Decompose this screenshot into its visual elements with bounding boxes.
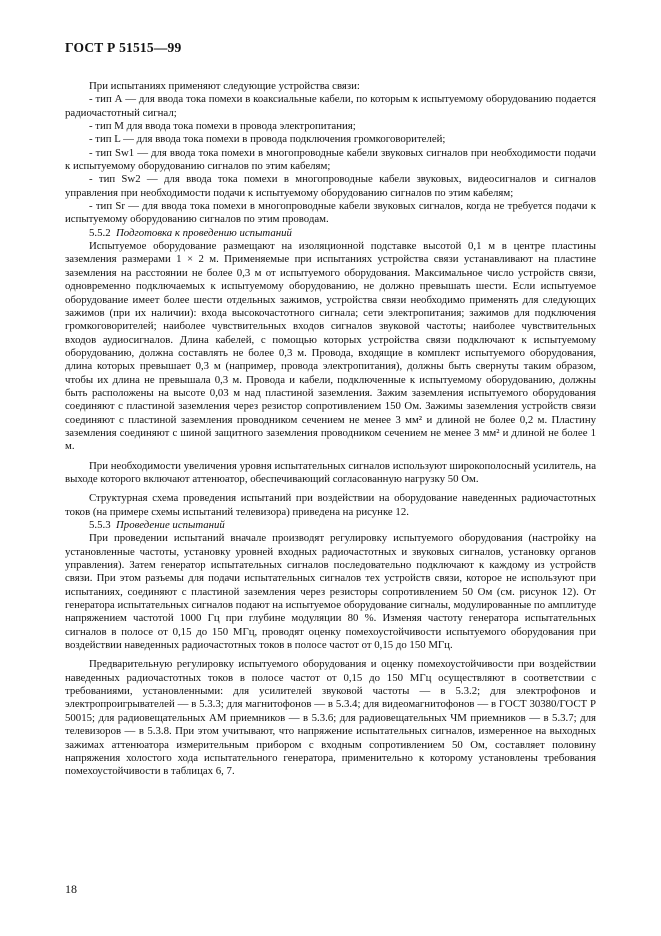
list-item-type-sw2: - тип Sw2 — для ввода тока помехи в многопроводные кабели звуковых, видеосигналов и сигналов управления при необходимости подачи к испытуемому оборудованию сигналов по этим кабелям; — [65, 173, 596, 199]
page-number: 18 — [65, 882, 77, 896]
section-number: 5.5.2 — [89, 226, 111, 239]
section-number: 5.5.3 — [89, 519, 111, 531]
list-item-type-sr: - тип Sr — для ввода тока помехи в многопроводные кабели звуковых сигналов, когда не требуется подачи к испытуемому оборудованию сигналов по этим проводам. — [65, 200, 596, 226]
paragraph: При испытаниях применяют следующие устройства связи: — [89, 80, 360, 92]
section-heading-552 — [65, 227, 596, 240]
paragraph: Структурная схема проведения испытаний при воздействии на оборудование наведенных радиочастотных токов (на примере схемы испытаний телевизора) приведена на рисунке 12. — [65, 492, 596, 518]
section-heading-553 — [65, 519, 596, 532]
list-item-type-sw1: - тип Sw1 — для ввода тока помехи в многопроводные кабели звуковых сигналов при необходимости подачи к испытуемому оборудованию сигналов по этим кабелям; — [65, 146, 596, 173]
list-item-type-l: - тип L — для ввода тока помехи в провода подключения громкоговорителей; — [89, 133, 446, 146]
paragraph: Предварительную регулировку испытуемого оборудования и оценку помехоустойчивости при воздействии наведенных радиочастотных токов в полосе частот от 0,15 до 150 МГц осуществляют в соответствии с требованиями, установленными: для усилителей звуковой частоты — в 5.3.2; для электрофонов и электропроигрывателей — в 5.3.3; для магнитофонов — в 5.3.4; для видеомагнитофонов — в ГОСТ 30380/ГОСТ Р 50015; для радиовещательных АМ приемников — в 5.3.6; для радиовещательных ЧМ приемников — в 5.3.7; для телевизоров — в 5.3.8. При этом учитывают, что напряжение испытательных сигналов, измеренное на выходных зажимах аттенюатора измерительным прибором с входным сопротивлением 50 Ом, составляет половину напряжения холостого хода испытательного генератора, применительно к которому установлены требования помехоустойчивости в таблицах 6, 7. — [65, 658, 596, 778]
section-title: Проведение испытаний — [116, 519, 225, 531]
paragraph: При проведении испытаний вначале производят регулировку испытуемого оборудования (настройку на установленные частоты, установку уровней входных радиочастотных и звуковых сигналов, установку органов управления). Затем генератор испытательных сигналов последовательно подключают к каждому из устройств связи. При этом разъемы для подачи испытательных сигналов тех устройств связи, которое не используют при испытаниях, соединяют с пластиной заземления через резисторы сопротивлением 50 Ом (см. рисунок 12). От генератора испытательных сигналов подают на испытуемое оборудование сигналы, модулированные по амплитуде напряжением частотой 1000 Гц при глубине модуляции 80 %. Изменяя частоту генератора испытательных сигналов в полосе от 0,15 до 150 МГц, проводят оценку помехоустойчивости испытуемого оборудования при воздействии наведенных радиочастотных токов в полосе частот от 0,15 до 150 МГц. — [65, 532, 596, 652]
list-item-type-a: - тип А — для ввода тока помехи в коаксиальные кабели, по которым к испытуемому оборудованию подается радиочастотный сигнал; — [65, 93, 596, 119]
document-body — [65, 80, 596, 779]
paragraph: Испытуемое оборудование размещают на изоляционной подставке высотой 0,1 м в центре пластины заземления размерами 1 × 2 м. Применяемые при испытаниях устройства связи устанавливают на пластине заземления на расстоянии не более 0,3 м от испытуемого оборудования. Максимальное число устройств связи, одновременно подключаемых к испытуемому оборудованию, не должно превышать шести. Если испытуемое оборудование имеет более шести отдельных зажимов, устройства связи необходимо применять для следующих зажимов (при их наличии): входа высокочастотного сигнала; сети электропитания; зажимов для подключения громкоговорителей; наиболее чувствительных входов сигналов звуковой частоты; наиболее чувствительных входов аудиосигналов. Длина кабелей, с помощью которых устройства связи подключают к испытуемому оборудованию, должна составлять не более 0,3 м. Провода, входящие в комплект испытуемого оборудования, длина которых превышает 0,3 м (например, провода электропитания), должны быть свернуты таким образом, чтобы их длина не превышала 0,3 м. Провода и кабели, подключенные к испытуемому оборудованию, должны быть расположены на высоте 0,03 м над пластиной заземления. Зажим заземления испытуемого оборудования соединяют с пластиной заземления через резистор сопротивлением 150 Ом. Зажимы заземления устройств связи соединяют с пластиной заземления проводником сечением не менее 3 мм² и длиной не более 0,2 м. Пластину заземления соединяют с шиной защитного заземления проводником сечением не менее 3 мм² и длиной не более 1 м. — [65, 240, 596, 453]
paragraph: При необходимости увеличения уровня испытательных сигналов используют широкополосный усилитель, на выходе которого включают аттенюатор, обеспечивающий согласованную нагрузку 50 Ом. — [65, 459, 596, 485]
document-header: ГОСТ Р 51515—99 — [65, 40, 182, 55]
section-title: Подготовка к проведению испытаний — [116, 226, 292, 239]
list-item-type-m: - тип М для ввода тока помехи в провода электропитания; — [89, 120, 356, 133]
